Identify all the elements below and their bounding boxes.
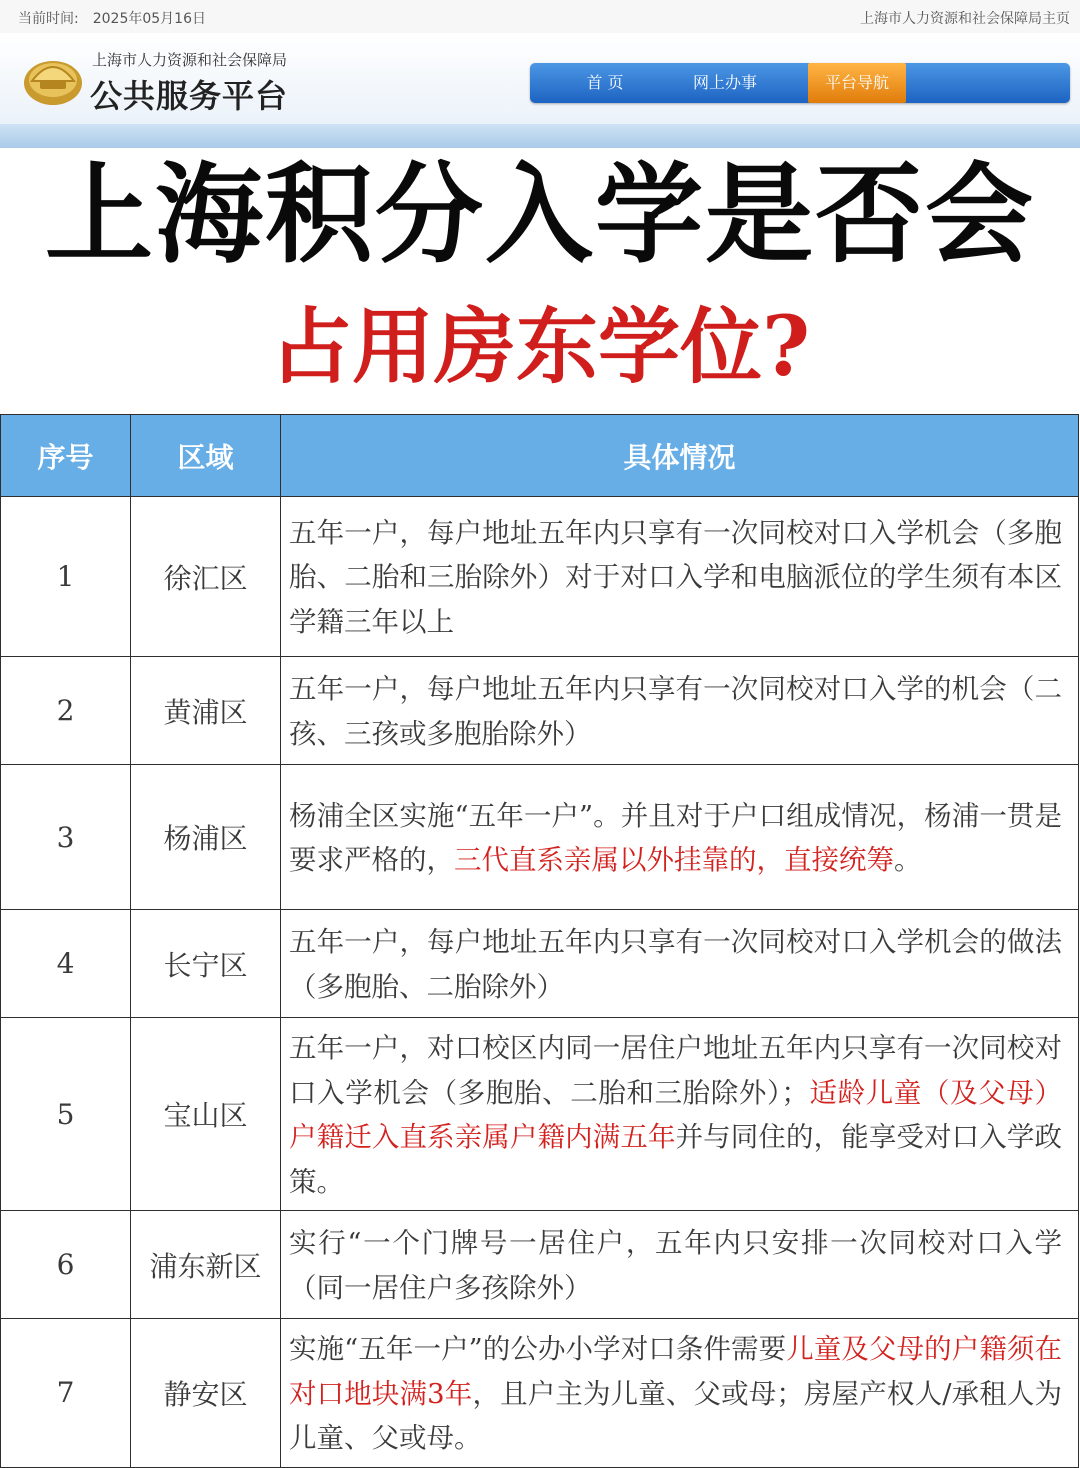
detail-text-end: 并与同住的，能享受对口入学政策。 <box>289 1121 1063 1198</box>
detail-text: 五年一户，每户地址五年内只享有一次同校对口入学的机会（二孩、三孩或多胞胎除外） <box>289 673 1062 750</box>
row-number: 2 <box>1 657 131 765</box>
page-subtitle: 占用房东学位? <box>269 299 811 395</box>
bureau-logo-icon <box>22 47 84 109</box>
date-value: 2025年05月16日 <box>92 11 206 27</box>
current-date <box>18 8 220 28</box>
row-detail <box>281 1018 1079 1211</box>
detail-highlight: 适龄儿童（及父母）户籍迁入直系亲属户籍内满五年 <box>289 1076 1063 1153</box>
table-row <box>1 1319 1079 1468</box>
table-row <box>1 765 1079 910</box>
row-area: 黄浦区 <box>131 657 281 765</box>
nav-online-services[interactable]: 网上办事 <box>692 73 757 92</box>
detail-text-end: ，且户主为儿童、父或母；房屋产权人/承租人为儿童、父或母。 <box>289 1377 1063 1454</box>
main-nav <box>530 63 1070 103</box>
nav-platform-guide[interactable]: 平台导航 <box>808 63 906 103</box>
row-area: 长宁区 <box>131 910 281 1018</box>
row-number: 7 <box>1 1319 131 1468</box>
row-detail <box>281 1319 1079 1468</box>
date-label: 当前时间: <box>18 11 79 27</box>
bureau-home-link[interactable]: 上海市人力资源和社会保障局主页 <box>860 11 1070 27</box>
site-header <box>0 33 1080 148</box>
row-detail <box>281 1211 1079 1319</box>
row-area: 静安区 <box>131 1319 281 1468</box>
header-area: 区域 <box>131 415 281 497</box>
row-area: 徐汇区 <box>131 497 281 657</box>
org-name: 上海市人力资源和社会保障局 <box>92 51 288 69</box>
row-detail <box>281 657 1079 765</box>
detail-text: 五年一户，每户地址五年内只享有一次同校对口入学机会的做法（多胞胎、二胎除外） <box>289 926 1062 1003</box>
platform-name: 公共服务平台 <box>90 77 289 115</box>
table-row <box>1 1018 1079 1211</box>
row-detail <box>281 910 1079 1018</box>
detail-text-end: 。 <box>894 844 922 876</box>
table-row <box>1 1211 1079 1319</box>
detail-text: 五年一户，对口校区内同一居住户地址五年内只享有一次同校对口入学机会（多胞胎、二胎和三胎除外）； <box>289 1032 1062 1109</box>
row-number: 5 <box>1 1018 131 1211</box>
row-detail <box>281 765 1079 910</box>
detail-text: 杨浦全区实施“五年一户”。并且对于户口组成情况，杨浦一贯是要求严格的， <box>289 799 1062 876</box>
table-header-row <box>1 415 1079 497</box>
row-area: 宝山区 <box>131 1018 281 1211</box>
nav-home[interactable]: 首 页 <box>586 73 624 92</box>
header-no: 序号 <box>1 415 131 497</box>
district-policy-table <box>0 414 1079 1468</box>
row-number: 6 <box>1 1211 131 1319</box>
header-divider-strip <box>0 124 1080 148</box>
table-row <box>1 910 1079 1018</box>
detail-text: 实施“五年一户”的公办小学对口条件需要 <box>289 1333 787 1365</box>
detail-text: 五年一户，每户地址五年内只享有一次同校对口入学机会（多胞胎、二胎和三胎除外）对于对口入学和电脑派位的学生须有本区学籍三年以上 <box>289 516 1062 638</box>
row-detail <box>281 497 1079 657</box>
header-detail: 具体情况 <box>281 415 1079 497</box>
table-row <box>1 657 1079 765</box>
row-number: 1 <box>1 497 131 657</box>
row-number: 3 <box>1 765 131 910</box>
detail-highlight: 儿童及父母的户籍须在对口地块满3年 <box>289 1333 1062 1410</box>
row-area: 杨浦区 <box>131 765 281 910</box>
row-number: 4 <box>1 910 131 1018</box>
top-info-bar <box>0 0 1080 34</box>
detail-highlight: 三代直系亲属以外挂靠的，直接统筹 <box>454 844 894 876</box>
row-area: 浦东新区 <box>131 1211 281 1319</box>
page-title: 上海积分入学是否会 <box>44 152 1035 278</box>
detail-text: 实行“一个门牌号一居住户，五年内只安排一次同校对口入学（同一居住户多孩除外） <box>289 1227 1062 1304</box>
table-row <box>1 497 1079 657</box>
